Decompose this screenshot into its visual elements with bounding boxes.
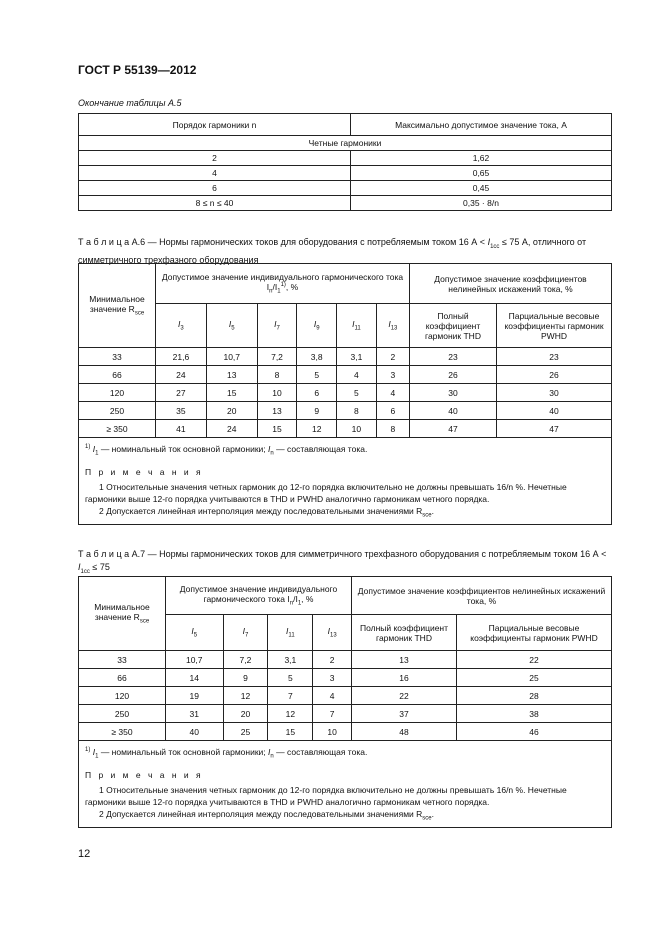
a5-cell: 4 — [79, 166, 351, 181]
a7-thd-col: Полный коэффициент гармоник THD — [352, 615, 457, 651]
a6-cell: 24 — [206, 420, 257, 438]
a6-cell: 4 — [376, 384, 409, 402]
a6-cell: 2 — [376, 348, 409, 366]
a6-pwhd-col: Парциальные весовые коэффициенты гармоник PWHD — [497, 304, 612, 348]
a6-caption-text: — Нормы гармонических токов для оборудования с потребляемым током 16 А < — [147, 237, 486, 247]
a6-cell: 23 — [497, 348, 612, 366]
a7-rsce-header: Минимальное значение $R_{sce}$ — [79, 577, 166, 651]
a5-cell: 1,62 — [351, 151, 612, 166]
a7-cell: 40 — [166, 723, 224, 741]
a7-row — [79, 705, 612, 723]
a6-harmonic-header: $I_3$ — [156, 304, 207, 348]
a6-caption-label: А.6 — [131, 237, 146, 247]
a7-cell: 7 — [268, 687, 313, 705]
a7-caption-text: — Нормы гармонических токов для симметричного трехфазного оборудования с потребляемым током 16 А < — [147, 549, 607, 559]
a6-cell: 3 — [376, 366, 409, 384]
a7-cell: 31 — [166, 705, 224, 723]
a7-cell: 10,7 — [166, 651, 224, 669]
a7-cell: 13 — [352, 651, 457, 669]
a6-cell: 23 — [410, 348, 497, 366]
a6-row — [79, 384, 612, 402]
a7-cell: 3,1 — [268, 651, 313, 669]
a7-cell: 12 — [223, 687, 268, 705]
a6-cell: 47 — [497, 420, 612, 438]
a7-cell: 12 — [268, 705, 313, 723]
a6-cell: 5 — [337, 384, 377, 402]
a7-cell: ≥ 350 — [79, 723, 166, 741]
a7-harmonic-header: $I_{13}$ — [313, 615, 352, 651]
a6-row — [79, 402, 612, 420]
a6-cell: 6 — [297, 384, 337, 402]
a6-cell: 27 — [156, 384, 207, 402]
a6-cell: 10,7 — [206, 348, 257, 366]
a7-cell: 66 — [79, 669, 166, 687]
a6-cell: 26 — [410, 366, 497, 384]
a7-harmonic-header: $I_5$ — [166, 615, 224, 651]
a7-note2: 2 Допускается линейная интерполяция между последовательными значениями $R_{sce}$. — [99, 808, 435, 822]
a6-cell: 26 — [497, 366, 612, 384]
a7-cell: 3 — [313, 669, 352, 687]
a6-cell: 20 — [206, 402, 257, 420]
a7-harmonic-header: $I_7$ — [223, 615, 268, 651]
a6-cell: 66 — [79, 366, 156, 384]
a6-harmonic-header: $I_{13}$ — [376, 304, 409, 348]
a6-notes: $^{1)}$ $I_1$ — номинальный ток основной гармоники; $I_n$ — составляющая тока. П р и м е ч а н и я 1 Относительные значения четных гармоник до 12-го порядка включительно не должны превышать 16/n %. Нечетные гармоники выше 12-го порядка учитываются в THD и PWHD аналогично гармоникам четного порядка. 2 Допускается линейная интерполяция между последовательными значениями $R_{sce}$. — [79, 438, 612, 525]
a6-cell: 8 — [337, 402, 377, 420]
table-a5 — [78, 113, 612, 211]
a6-harmonic-header: $I_7$ — [257, 304, 297, 348]
a7-cell: 46 — [457, 723, 612, 741]
a6-cell: 40 — [497, 402, 612, 420]
table-a5-caption: Окончание таблицы А.5 — [78, 98, 182, 108]
a6-row — [79, 420, 612, 438]
a5-row — [79, 196, 612, 211]
a7-cell: 22 — [352, 687, 457, 705]
a7-cell: 22 — [457, 651, 612, 669]
a7-cell: 25 — [223, 723, 268, 741]
a6-cell: 30 — [497, 384, 612, 402]
a7-cell: 15 — [268, 723, 313, 741]
a6-cell: 13 — [257, 402, 297, 420]
a6-rsce-header: Минимальное значение $R_{sce}$ — [79, 264, 156, 348]
a7-cell: 16 — [352, 669, 457, 687]
a7-cell: 120 — [79, 687, 166, 705]
a6-cell: 30 — [410, 384, 497, 402]
a5-cell: 8 ≤ n ≤ 40 — [79, 196, 351, 211]
a6-thd-header: Допустимое значение коэффициентов нелинейных искажений тока, % — [410, 264, 612, 304]
a6-caption-tail: ≤ 75 А, отличного от симметричного трехфазного оборудования — [78, 237, 587, 265]
a6-caption-prefix: Т а б л и ц а — [78, 237, 130, 247]
a6-notes-title: П р и м е ч а н и я — [85, 466, 204, 477]
a6-caption-current-sub: 1cc — [490, 243, 500, 250]
a7-caption-prefix: Т а б л и ц а — [78, 549, 130, 559]
a5-cell: 0,65 — [351, 166, 612, 181]
a7-cell: 33 — [79, 651, 166, 669]
a7-pwhd-col: Парциальные весовые коэффициенты гармоник PWHD — [457, 615, 612, 651]
a7-note1: 1 Относительные значения четных гармоник до 12-го порядка включительно не должны превышать 16/n %. Нечетные гармоники выше 12-го порядка учитываются в THD и PWHD аналогично гармоникам четного порядка. — [85, 784, 567, 807]
a7-caption-current-sub: 1cc — [80, 568, 90, 575]
a6-cell: 10 — [257, 384, 297, 402]
a5-row — [79, 181, 612, 196]
a6-row — [79, 348, 612, 366]
a7-cell: 37 — [352, 705, 457, 723]
a7-cell: 20 — [223, 705, 268, 723]
a7-notes: $^{1)}$ $I_1$ — номинальный ток основной гармоники; $I_n$ — составляющая тока. П р и м е ч а н и я 1 Относительные значения четных гармоник до 12-го порядка включительно не должны превышать 16/n %. Нечетные гармоники выше 12-го порядка учитываются в THD и PWHD аналогично гармоникам четного порядка. 2 Допускается линейная интерполяция между последовательными значениями $R_{sce}$. — [79, 741, 612, 828]
a7-cell: 4 — [313, 687, 352, 705]
table-a6 — [78, 263, 612, 525]
a6-cell: 13 — [206, 366, 257, 384]
a7-indiv-header: Допустимое значение индивидуального гармонического тока $I_n/I_1$, % — [166, 577, 352, 615]
a7-cell: 250 — [79, 705, 166, 723]
a5-cell: 0,35 · 8/n — [351, 196, 612, 211]
a5-cell: 6 — [79, 181, 351, 196]
a5-cell: 2 — [79, 151, 351, 166]
a7-cell: 14 — [166, 669, 224, 687]
a6-harmonic-header: $I_5$ — [206, 304, 257, 348]
a7-row — [79, 723, 612, 741]
a7-cell: 5 — [268, 669, 313, 687]
a7-caption-current: I — [78, 562, 81, 572]
a6-cell: 9 — [297, 402, 337, 420]
a7-cell: 19 — [166, 687, 224, 705]
a6-harmonic-header: $I_9$ — [297, 304, 337, 348]
a7-cell: 48 — [352, 723, 457, 741]
a7-cell: 10 — [313, 723, 352, 741]
page-number: 12 — [78, 848, 91, 860]
a7-cell: 28 — [457, 687, 612, 705]
a6-row — [79, 366, 612, 384]
a6-cell: 33 — [79, 348, 156, 366]
a6-cell: 15 — [257, 420, 297, 438]
a6-cell: 15 — [206, 384, 257, 402]
a6-note2: 2 Допускается линейная интерполяция между последовательными значениями $R_{sce}$. — [99, 505, 435, 519]
a6-cell: 8 — [376, 420, 409, 438]
a6-cell: 21,6 — [156, 348, 207, 366]
a7-thd-header: Допустимое значение коэффициентов нелинейных искажений тока, % — [352, 577, 612, 615]
a7-caption-label: А.7 — [131, 549, 146, 559]
a6-thd-col: Полный коэффициент гармоник THD — [410, 304, 497, 348]
a7-cell: 7 — [313, 705, 352, 723]
a7-cell: 2 — [313, 651, 352, 669]
a5-cell: 0,45 — [351, 181, 612, 196]
a7-notes-title: П р и м е ч а н и я — [85, 769, 204, 780]
a6-cell: 41 — [156, 420, 207, 438]
a6-cell: 12 — [297, 420, 337, 438]
a6-cell: 7,2 — [257, 348, 297, 366]
a5-col-order-header: Порядок гармоники n — [79, 114, 351, 136]
a6-note1: 1 Относительные значения четных гармоник до 12-го порядка включительно не должны превышать 16/n %. Нечетные гармоники выше 12-го порядка учитываются в THD и PWHD аналогично гармоникам четного порядка. — [85, 481, 567, 504]
a6-cell: 3,1 — [337, 348, 377, 366]
a6-indiv-header: Допустимое значение индивидуального гармонического тока $I_n/I_1^{1)}$, % — [156, 264, 410, 304]
a6-cell: 4 — [337, 366, 377, 384]
a7-row — [79, 651, 612, 669]
a7-row — [79, 669, 612, 687]
a6-cell: 24 — [156, 366, 207, 384]
a7-cell: 38 — [457, 705, 612, 723]
a6-cell: 47 — [410, 420, 497, 438]
a5-col-max-header: Максимально допустимое значение тока, А — [351, 114, 612, 136]
a5-row — [79, 151, 612, 166]
a6-cell: 3,8 — [297, 348, 337, 366]
a6-cell: 10 — [337, 420, 377, 438]
a5-section-even: Четные гармоники — [79, 136, 612, 151]
a6-cell: 35 — [156, 402, 207, 420]
table-a7 — [78, 576, 612, 828]
a6-caption-current: I — [487, 237, 491, 247]
a7-cell: 7,2 — [223, 651, 268, 669]
a7-row — [79, 687, 612, 705]
a6-cell: 250 — [79, 402, 156, 420]
a6-harmonic-header: $I_{11}$ — [337, 304, 377, 348]
a7-harmonic-header: $I_{11}$ — [268, 615, 313, 651]
a7-cell: 25 — [457, 669, 612, 687]
a6-cell: 40 — [410, 402, 497, 420]
a7-caption-tail: ≤ 75 — [92, 562, 110, 572]
a5-row — [79, 166, 612, 181]
a6-cell: 8 — [257, 366, 297, 384]
a6-cell: 5 — [297, 366, 337, 384]
a6-cell: 120 — [79, 384, 156, 402]
a7-cell: 9 — [223, 669, 268, 687]
table-a7-caption — [78, 548, 618, 579]
document-header: ГОСТ Р 55139—2012 — [78, 63, 197, 77]
a6-cell: ≥ 350 — [79, 420, 156, 438]
a6-cell: 6 — [376, 402, 409, 420]
